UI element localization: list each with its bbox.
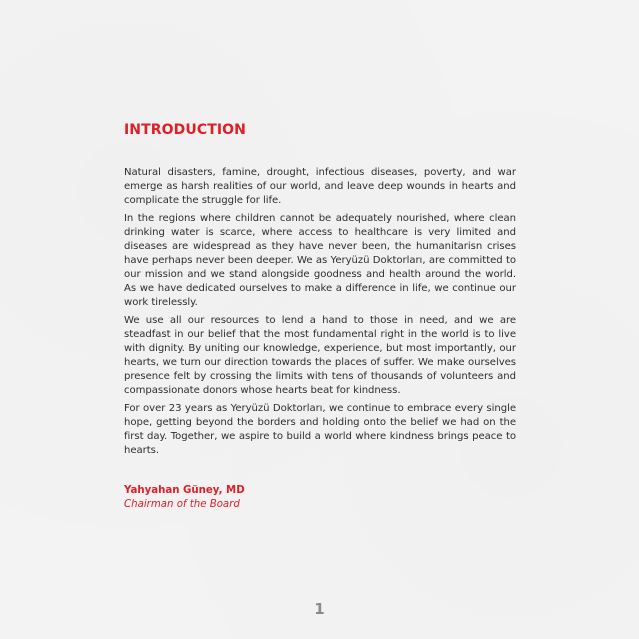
- page-title: INTRODUCTION: [124, 122, 246, 138]
- paragraph-2: In the regions where children cannot be adequately nourished, where clean drinking water is scarce, where access to healthcare is very limited and diseases are widespread as they have never been, the humanitarisn crises have perhaps never been deeper. We as Yeryüzü Doktorları, are committed to our mission and we stand alongside goodness and health around the world. As we have dedicated ourselves to make a difference in life, we continue our work tirelessly.: [124, 213, 516, 308]
- paragraph-1: Natural disasters, famine, drought, infectious diseases, poverty, and war emerge as harsh realities of our world, and leave deep wounds in hearts and complicate the struggle for life.: [124, 167, 516, 206]
- signatory-name: Yahyahan Güney, MD: [124, 485, 245, 496]
- page-number: 1: [314, 600, 325, 618]
- signature-block: [124, 484, 516, 512]
- signatory-role: Chairman of the Board: [124, 499, 240, 510]
- main-content: [124, 121, 516, 512]
- paragraph-3: We use all our resources to lend a hand to those in need, and we are steadfast in our belief that the most fundamental right in the world is to live with dignity. By uniting our knowledge, experience, but most importantly, our hearts, we turn our direction towards the places of suffer. We make ourselves presence felt by crossing the limits with tens of thousands of volunteers and compassionate donors whose hearts beat for kindness.: [124, 315, 516, 396]
- paragraph-4: For over 23 years as Yeryüzü Doktorları, we continue to embrace every single hope, getting beyond the borders and holding onto the belief we had on the first day. Together, we aspire to build a world where kindness brings peace to hearts.: [124, 403, 516, 456]
